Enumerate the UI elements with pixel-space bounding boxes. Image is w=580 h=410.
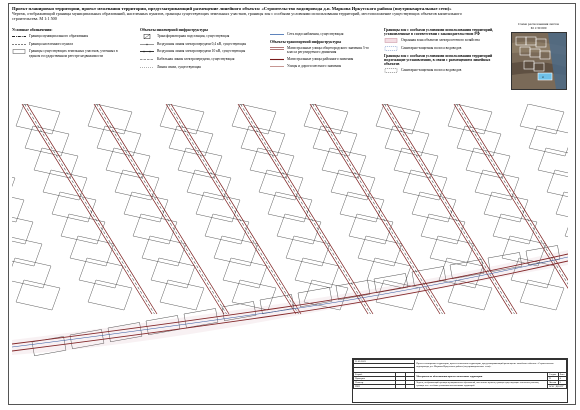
legend-label: Магистральные улицы районного значения xyxy=(287,56,354,61)
land-parcel xyxy=(358,236,402,266)
land-parcel xyxy=(106,148,150,178)
legend-item xyxy=(270,32,378,37)
legend-item xyxy=(140,34,264,39)
land-parcel xyxy=(97,126,141,156)
stamp-project-title: Проект планировки территории, проект межевания территории, предусматривающий размещение линейного объекта: «Строительство водопровода д.п. Маркова Иркутского района (внутриквартальные сети)» xyxy=(415,360,567,373)
city-arterial-street-symbol xyxy=(270,46,284,51)
stamp-role: Проверил xyxy=(354,376,396,380)
land-parcel xyxy=(520,280,564,310)
land-parcel xyxy=(466,148,510,178)
land-parcel xyxy=(25,126,69,156)
street-edge xyxy=(22,104,152,314)
land-parcel xyxy=(538,148,568,178)
land-parcel xyxy=(70,236,114,266)
legend-label: Границы существующих земельных участков, учтенных в едином государственном реестре недвижимости xyxy=(29,49,118,58)
legend-heading: Объекты инженерной инфраструктуры xyxy=(140,28,209,32)
stamp-sheets-total: 9 xyxy=(558,380,566,384)
legend-label: Кабельная линия электропередачи, существующая xyxy=(157,56,235,61)
legend-item xyxy=(140,49,264,54)
land-parcel xyxy=(394,148,438,178)
stamp-section: Материалы по обоснованию проекта межевания территории xyxy=(415,372,548,380)
overhead-line-04kv-symbol xyxy=(140,42,154,47)
legend-label: Линия связи, существующая xyxy=(157,64,201,69)
municipal-boundary-symbol xyxy=(12,34,26,39)
map-title: Проект планировки территории, проект межевания территории, предусматривающий размещение линейного объекта: «Строительство водопровода д.п. Маркова Иркутского района (внутриквартальные сети)» xyxy=(12,6,452,11)
land-parcel xyxy=(223,258,267,288)
legend-heading: Условные обозначения: xyxy=(12,28,53,32)
legend-label: Трансформаторная подстанция, существующая xyxy=(157,34,230,39)
stamp-drawing: Чертеж, отображающий границы муниципальных образований, населенных пунктов, границы существующих земельных участков, границы зон с особыми условиями использования территорий xyxy=(415,380,548,388)
land-parcel xyxy=(295,258,339,288)
legend-column-4 xyxy=(384,28,494,76)
map-canvas xyxy=(12,104,568,362)
land-parcel xyxy=(421,214,465,244)
land-parcel xyxy=(349,214,393,244)
land-parcel xyxy=(313,126,357,156)
legend-item xyxy=(140,65,264,70)
land-parcel xyxy=(214,236,258,266)
land-parcel xyxy=(484,192,528,222)
land-parcel xyxy=(16,280,60,310)
legend-item xyxy=(384,46,494,51)
land-parcel xyxy=(403,170,447,200)
legend-column-3 xyxy=(270,28,378,72)
land-parcel xyxy=(187,170,231,200)
cable-line-symbol xyxy=(140,57,154,62)
land-parcel xyxy=(520,104,564,134)
land-parcel xyxy=(331,170,375,200)
land-parcel xyxy=(457,126,501,156)
land-parcel xyxy=(178,148,222,178)
land-parcel xyxy=(340,192,384,222)
street-edge xyxy=(99,104,229,314)
land-parcel xyxy=(259,170,303,200)
stamp-sheet-label: Лист xyxy=(559,372,565,376)
title-block xyxy=(12,6,482,22)
land-parcel xyxy=(52,192,96,222)
legend-heading: Границы зон с особыми условиями использования территорий, установленные в соответствии с законодательством РФ xyxy=(384,28,494,37)
stamp-stage-label: Стадия xyxy=(548,372,557,376)
stamp-role: Н.контр. xyxy=(354,380,396,384)
parcel-boundary-symbol xyxy=(12,49,26,54)
legend-item xyxy=(12,34,120,39)
stamp-date: 31.03.2023 xyxy=(354,360,415,364)
utility-layer xyxy=(12,104,568,355)
legend-item xyxy=(140,42,264,47)
legend-column-2 xyxy=(140,28,264,72)
legend-item xyxy=(12,42,120,47)
district-arterial-street-symbol xyxy=(270,57,284,62)
land-parcel xyxy=(115,170,159,200)
land-parcel xyxy=(61,214,105,244)
land-parcel xyxy=(133,214,177,244)
stamp-sheets-label: Листов xyxy=(548,381,557,385)
land-parcel xyxy=(43,170,87,200)
legend-item xyxy=(270,57,378,62)
communication-line-symbol xyxy=(140,65,154,70)
stamp-stage: П xyxy=(547,376,558,380)
land-parcel xyxy=(34,148,78,178)
water-network-symbol xyxy=(270,32,284,37)
land-parcel xyxy=(268,192,312,222)
local-street-symbol xyxy=(270,64,284,69)
land-parcel xyxy=(241,126,285,156)
street-edge xyxy=(171,104,301,314)
map-subtitle: Чертеж, отображающий границы муниципальных образований, населенных пунктов, границы существующих земельных участков, границы зон с особыми условиями использования территорий, местоположение существующих объектов капитального строительства. М 1:1 500 xyxy=(12,11,462,22)
legend-heading: Границы зон с особыми условиями использования территорий подлежащие установлению, в связи с размещением линейных объектов xyxy=(384,53,493,66)
substation-symbol xyxy=(140,34,154,39)
inset-map xyxy=(512,33,566,89)
title-stamp xyxy=(352,358,568,403)
land-parcel xyxy=(169,126,213,156)
land-parcel xyxy=(205,214,249,244)
legend-item xyxy=(384,38,494,43)
overhead-line-10kv-symbol xyxy=(140,49,154,54)
street-edge xyxy=(94,104,224,314)
stamp-sheet-no: 4 xyxy=(558,376,566,380)
land-parcel xyxy=(565,214,568,244)
planned-sanitary-strip-symbol xyxy=(384,68,398,73)
legend-label: Граница муниципального образования xyxy=(29,34,89,39)
land-parcel xyxy=(124,192,168,222)
land-parcel xyxy=(412,192,456,222)
land-parcel xyxy=(493,214,537,244)
legend-item xyxy=(384,68,494,73)
land-parcel xyxy=(430,236,474,266)
street-edge xyxy=(243,104,373,314)
land-parcel xyxy=(12,192,24,222)
land-parcel xyxy=(196,192,240,222)
settlement-boundary-symbol xyxy=(12,42,26,47)
inset-scale: М 1:30 000 xyxy=(530,26,547,30)
legend-label: Охранная зона объектов электросетевого хозяйства xyxy=(401,38,480,43)
legend-label: Граница населенного пункта xyxy=(29,41,73,46)
legend-item xyxy=(270,64,378,69)
legend-heading: Объекты транспортной инфраструктуры xyxy=(270,39,342,44)
legend-item xyxy=(270,46,378,54)
sheet-layout-inset xyxy=(510,22,567,92)
power-protection-zone-symbol xyxy=(384,38,398,43)
street-edge xyxy=(238,104,368,314)
stamp-role: ГИП xyxy=(354,385,396,389)
stamp-company: ООО "ДЮНТ" xyxy=(547,385,566,389)
legend-item xyxy=(140,57,264,62)
street-edge xyxy=(27,104,157,314)
inset-satellite-image xyxy=(511,32,567,90)
land-parcel xyxy=(12,236,42,266)
land-parcel xyxy=(151,258,195,288)
land-parcel xyxy=(277,214,321,244)
stamp-role: Разраб. xyxy=(354,372,396,376)
land-parcel xyxy=(322,148,366,178)
legend-column-1 xyxy=(12,28,120,60)
street-edge xyxy=(459,104,568,314)
street-edge xyxy=(166,104,296,314)
land-parcel xyxy=(12,170,15,200)
legend-label: Санитарно-защитная полоса водоводов xyxy=(401,46,462,50)
land-parcel xyxy=(286,236,330,266)
map-drawing xyxy=(12,104,568,362)
legend-label: Сеть водоснабжения, существующая xyxy=(287,32,344,36)
land-parcel xyxy=(556,192,568,222)
legend-label: Воздушная линия электропередачи 10 кВ, существующая xyxy=(157,49,246,54)
land-parcel xyxy=(88,280,132,310)
stamp-cell xyxy=(395,385,405,389)
water-sanitary-strip-symbol xyxy=(384,46,398,51)
land-parcel xyxy=(160,280,204,310)
land-parcel xyxy=(475,170,519,200)
legend-label: Воздушная линия электропередачи 0,4 кВ, существующая xyxy=(157,41,247,46)
legend-label: Улицы и дороги местного значения xyxy=(287,64,342,69)
stamp-cell xyxy=(405,385,415,389)
land-parcel xyxy=(385,126,429,156)
land-parcel xyxy=(250,148,294,178)
legend-label: Санитарно-защитная полоса водоводов xyxy=(401,68,462,73)
land-parcel xyxy=(79,258,123,288)
inset-caption: Схема расположения листов xyxy=(518,22,559,26)
parcel-layer xyxy=(12,104,568,356)
land-parcel xyxy=(142,236,186,266)
legend-item xyxy=(12,49,120,57)
legend xyxy=(12,28,494,102)
legend-label: Магистральные улицы общегородского значения 3-го класса регулируемого движения xyxy=(287,45,369,54)
inset-current-sheet-label: 4 xyxy=(541,75,543,79)
